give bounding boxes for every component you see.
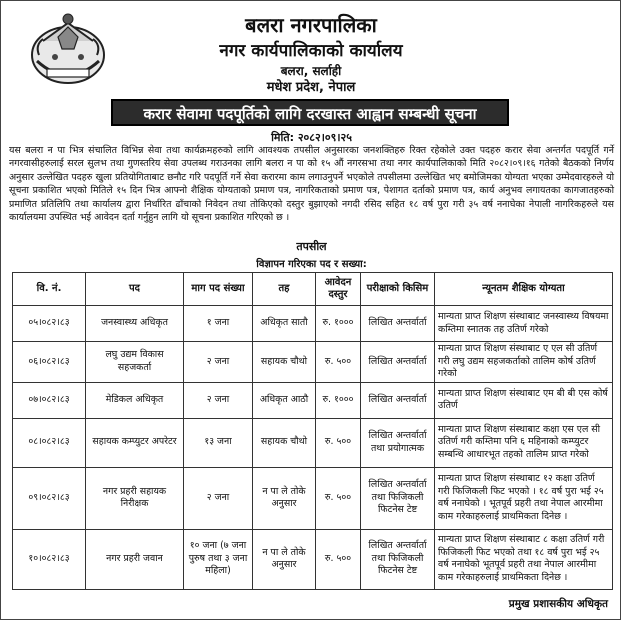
cell-pad: नगर प्रहरी सहायक निरीक्षक (86, 467, 184, 529)
office-address: बलरा, सर्लाही (280, 64, 342, 78)
cell-vn: ०९।०८२।८३ (13, 467, 86, 529)
cell-dastur: रु. ५०० (316, 529, 361, 589)
table-row (13, 382, 613, 418)
cell-taha: अधिकृत सातौ (253, 306, 316, 342)
cell-yogyata: मान्यता प्राप्त शिक्षण संस्थाबाट कक्षा एस एल सी उतिर्ण गरी कम्तिमा पनि ६ महिनाको कम्प्युटर सम्बन्धि आधारभूत तहको तालिम प्राप्त गरेको (435, 418, 613, 467)
cell-taha: सहायक चौथो (253, 342, 316, 383)
cell-dastur: रु. ५०० (316, 342, 361, 383)
cell-pariksha: लिखित अन्तर्वार्ता तथा प्रयोगात्मक (361, 418, 435, 467)
col-header-pariksha: परीक्षाको किसिम (361, 273, 435, 306)
cell-vn: ०८।०८२।८३ (13, 418, 86, 467)
cell-pariksha: लिखित अन्तर्वार्ता (361, 342, 435, 383)
cell-yogyata: मान्यता प्राप्त शिक्षण संस्थाबाट ८ कक्षा उतिर्ण गरी फिजिकली फिट भएको तथा १८ वर्ष पुरा भई २५ वर्ष ननाघेको भूतपूर्व प्रहरी तथा नेपाल आरमीमा काम गरेकाहरुलाई प्राथमिकता दिनेछ । (435, 529, 613, 589)
office-name: नगर कार्यपालिकाको कार्यालय (219, 41, 403, 61)
cell-pariksha: लिखित अन्तर्वार्ता तथा फिजिकली फिटनेस टेष्ट (361, 529, 435, 589)
vacancy-table (12, 272, 613, 590)
table-row (13, 418, 613, 467)
table-subtitle: विज्ञापन गरिएका पद र सख्या: (256, 259, 367, 270)
cell-pad: सहायक कम्प्युटर अपरेटर (86, 418, 184, 467)
cell-sankhya: २ जना (184, 467, 253, 529)
table-row (13, 342, 613, 383)
cell-taha: न पा ले तोके अनुसार (253, 529, 316, 589)
cell-vn: ०७।०८२।८३ (13, 382, 86, 418)
col-header-dastur: आवेदन दस्तुर (316, 273, 361, 306)
cell-taha: सहायक चौथो (253, 418, 316, 467)
cell-taha: अधिकृत आठौ (253, 382, 316, 418)
cell-yogyata: मान्यता प्राप्त शिक्षण संस्थाबाट एम बी बी एस कोर्ष उतिर्ण (435, 382, 613, 418)
table-header-row (13, 273, 613, 306)
col-header-yogyata: न्यूनतम शैक्षिक योग्यता (435, 273, 613, 306)
cell-sankhya: १३ जना (184, 418, 253, 467)
tapsil-heading: तपसील (296, 240, 327, 253)
cell-sankhya: १ जना (184, 306, 253, 342)
cell-pariksha: लिखित अन्तर्वार्ता तथा फिजिकली फिटनेस टेष्ट (361, 467, 435, 529)
table-row (13, 529, 613, 589)
table-row (13, 467, 613, 529)
cell-sankhya: २ जना (184, 342, 253, 383)
cell-vn: ०५।०८२।८३ (13, 306, 86, 342)
cell-pad: लघु उद्यम विकास सहजकर्ता (86, 342, 184, 383)
cell-pariksha: लिखित अन्तर्वार्ता (361, 306, 435, 342)
col-header-sankhya: माग पद संख्या (184, 273, 253, 306)
province-name: मधेश प्रदेश, नेपाल (266, 80, 356, 95)
col-header-pad: पद (86, 273, 184, 306)
municipality-name: बलरा नगरपालिका (245, 13, 377, 37)
col-header-vn: वि. नं. (13, 273, 86, 306)
cell-vn: ०६।०८२।८३ (13, 342, 86, 383)
cell-sankhya: १० जना (७ जना पुरुष तथा ३ जना महिला) (184, 529, 253, 589)
col-header-taha: तह (253, 273, 316, 306)
cell-pad: मेडिकल अधिकृत (86, 382, 184, 418)
notice-title: करार सेवामा पदपूर्तिको लागि दरखास्त आह्वान सम्बन्धी सूचना (111, 99, 509, 126)
cell-yogyata: मान्यता प्राप्त शिक्षण संस्थाबाट जनस्वास्थ्य विषयमा कम्तिमा स्नातक तह उतिर्ण गरेको (435, 306, 613, 342)
cell-dastur: रु. ५०० (316, 467, 361, 529)
notice-body: यस बलरा न पा भित्र संचालित विभिन्न सेवा तथा कार्यक्रमहरुको लागि आवश्यक तपसील अनुसारका जनशक्तिहरु रिक्त रहेकोले उक्त पदहरु करार सेवा अन्तर्गत पदपूर्ति गर्ने नगरवासीहरुलाई सरल सुलभ तथा गुणस्तरिय सेवा उपलब्ध गराउनका लागि बलरा न पा को १५ औं नगरसभा तथा नगर कार्यपालिकाको मिति २०८२।०९।१६ गतेको बैठकको निर्णय अनुसार उल्लेखित पदहरु खुला प्रतियोगिताबाट छनौट गरि पदपूर्ति गर्ने सेवा करारमा काम लगाउनुपर्ने भएकोले तपसीलमा उल्लेखित भए बमोजिमका योग्यता भएका उम्मेदवारहरुले यो सूचना प्रकाशित भएको मितिले १५ दिन भित्र आफ्नो शैक्षिक योग्यताको प्रमाण पत्र, नागरिकताको प्रमाण पत्र, पेशागत दर्ताको प्रमाण पत्र, कार्य अनुभव लगायतका कागजातहरुको प्रमाणित प्रतिलिपि तथा कार्यालय द्वारा निर्धारित ढाँचाको निवेदन तथा तोकिएको दस्तुर बुझाएको नगदी रसिद सहित १८ वर्ष पुरा गरी ३५ वर्ष ननाघेका नेपाली नागरिकहरुले यस कार्यालयमा उपस्थित भई आवेदन दर्ता गर्नुहुन लागि यो सूचना प्रकाशित गरिएको छ । (9, 145, 614, 224)
cell-vn: १०।०८२।८३ (13, 529, 86, 589)
cell-dastur: रु. ५०० (316, 418, 361, 467)
table-row (13, 306, 613, 342)
cell-dastur: रु. १००० (316, 306, 361, 342)
signatory-title: प्रमुख प्रशासकीय अधिकृत (508, 598, 608, 610)
cell-yogyata: मान्यता प्राप्त शिक्षण संस्थाबाट ए एल सी उतिर्ण गरी लघु उद्यम सहजकर्ताको तालिम कोर्ष उतिर्ण गरेको (435, 342, 613, 383)
notice-date: मिति: २०८२।०९।२५ (271, 131, 352, 144)
cell-pariksha: लिखित अन्तर्वार्ता (361, 382, 435, 418)
cell-dastur: रु. १००० (316, 382, 361, 418)
cell-pad: नगर प्रहरी जवान (86, 529, 184, 589)
cell-pad: जनस्वास्थ्य अधिकृत (86, 306, 184, 342)
cell-sankhya: २ जना (184, 382, 253, 418)
nepal-government-emblem-icon (25, 11, 111, 91)
cell-taha: न पा ले तोके अनुसार (253, 467, 316, 529)
cell-yogyata: मान्यता प्राप्त शिक्षण संस्थाबाट १२ कक्षा उतिर्ण गरी फिजिकली फिट भएको । १८ वर्ष पुरा भई २५ वर्ष ननाघेको । भूतपूर्व प्रहरी तथा नेपाल आरमीमा काम गरेकाहरुलाई प्राथमिकता दिनेछ । (435, 467, 613, 529)
